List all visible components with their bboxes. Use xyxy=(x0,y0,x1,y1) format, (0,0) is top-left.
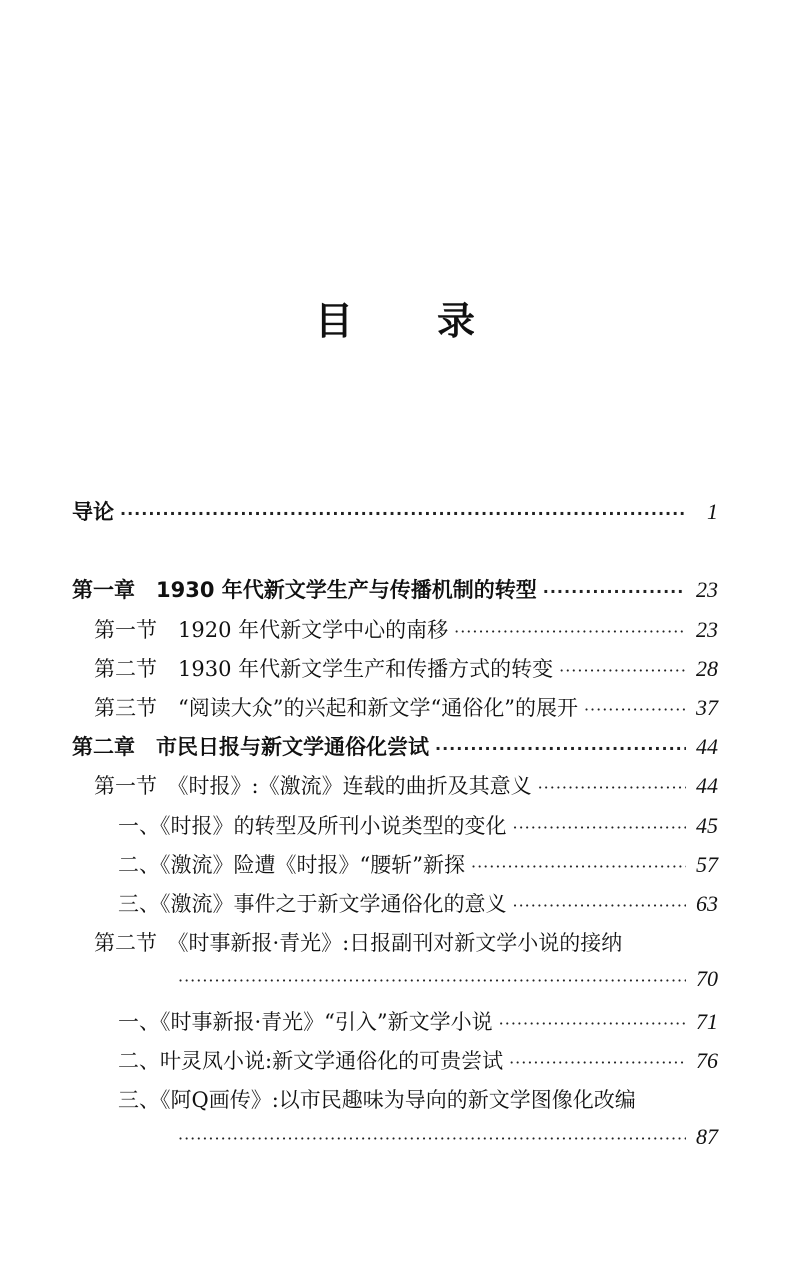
leader-dots xyxy=(499,1014,686,1033)
toc-entry-label: 第二节 《时事新报·青光》:日报副刊对新文学小说的接纳 xyxy=(94,931,623,955)
leader-dots xyxy=(454,622,686,641)
toc-entry-page: 87 xyxy=(696,1124,718,1149)
title-char-1: 目 xyxy=(314,299,353,343)
toc-entry-section-label-line[interactable] xyxy=(94,927,622,957)
toc-entry-label: 二、《激流》险遭《时报》“腰斩”新探 xyxy=(118,853,465,877)
toc-entry-page: 44 xyxy=(696,734,718,759)
toc-entry-page: 37 xyxy=(696,695,718,720)
toc-entry-label: 第一节 《时报》:《激流》连载的曲折及其意义 xyxy=(94,774,532,798)
leader-dots xyxy=(178,971,686,990)
toc-entry-section[interactable] xyxy=(94,653,718,683)
toc-entry-subsection-page-line[interactable] xyxy=(178,1124,718,1150)
toc-entry-section[interactable] xyxy=(94,770,718,800)
toc-entry-subsection[interactable] xyxy=(118,1006,718,1036)
toc-entry-subsection[interactable] xyxy=(118,810,718,840)
toc-entry-page: 45 xyxy=(696,813,718,838)
toc-entry-label: 导论 xyxy=(72,500,114,524)
toc-entry-label: 第一节 1920 年代新文学中心的南移 xyxy=(94,618,449,642)
leader-dots xyxy=(538,778,686,797)
toc-entry-subsection[interactable] xyxy=(118,1045,718,1075)
toc-entry-label: 第一章 1930 年代新文学生产与传播机制的转型 xyxy=(72,578,537,602)
toc-entry-label: 三、《激流》事件之于新文学通俗化的意义 xyxy=(118,892,507,916)
toc-entry-label: 二、叶灵凤小说:新文学通俗化的可贵尝试 xyxy=(118,1049,504,1073)
toc-entry-subsection-label-line[interactable] xyxy=(118,1084,636,1114)
leader-dots xyxy=(584,700,686,719)
toc-entry-subsection[interactable] xyxy=(118,888,718,918)
toc-entry-page: 44 xyxy=(696,773,718,798)
toc-entry-intro[interactable] xyxy=(72,496,718,526)
leader-dots xyxy=(513,896,687,915)
toc-entry-section[interactable] xyxy=(94,692,718,722)
toc-entry-page: 23 xyxy=(696,577,718,602)
toc-entry-page: 63 xyxy=(696,891,718,916)
toc-entry-chapter-1[interactable] xyxy=(72,574,718,604)
toc-entry-page: 57 xyxy=(696,852,718,877)
leader-dots xyxy=(178,1129,686,1148)
toc-entry-label: 一、《时报》的转型及所刊小说类型的变化 xyxy=(118,814,507,838)
leader-dots xyxy=(543,582,686,601)
leader-dots xyxy=(513,818,687,837)
toc-entry-chapter-2[interactable] xyxy=(72,731,718,761)
toc-entry-page: 76 xyxy=(696,1048,718,1073)
toc-entry-label: 第三节 “阅读大众”的兴起和新文学“通俗化”的展开 xyxy=(94,696,578,720)
toc-entry-page: 71 xyxy=(696,1009,718,1034)
toc-entry-label: 三、《阿Q画传》:以市民趣味为导向的新文学图像化改编 xyxy=(118,1088,636,1112)
leader-dots xyxy=(559,661,686,680)
toc-entry-section[interactable] xyxy=(94,614,718,644)
leader-dots xyxy=(435,739,686,758)
toc-entry-label: 第二节 1930 年代新文学生产和传播方式的转变 xyxy=(94,657,554,681)
page-title xyxy=(0,290,790,345)
title-char-2: 录 xyxy=(437,299,476,343)
toc-entry-section-page-line[interactable] xyxy=(178,966,718,992)
toc-entry-label: 一、《时事新报·青光》“引入”新文学小说 xyxy=(118,1010,493,1034)
toc-entry-page: 28 xyxy=(696,656,718,681)
toc-entry-page: 1 xyxy=(707,499,718,524)
toc-entry-subsection[interactable] xyxy=(118,849,718,879)
toc-entry-page: 23 xyxy=(696,617,718,642)
toc-entry-label: 第二章 市民日报与新文学通俗化尝试 xyxy=(72,735,429,759)
leader-dots xyxy=(509,1053,686,1072)
leader-dots xyxy=(120,504,686,523)
toc-entry-page: 70 xyxy=(696,966,718,991)
leader-dots xyxy=(471,857,686,876)
